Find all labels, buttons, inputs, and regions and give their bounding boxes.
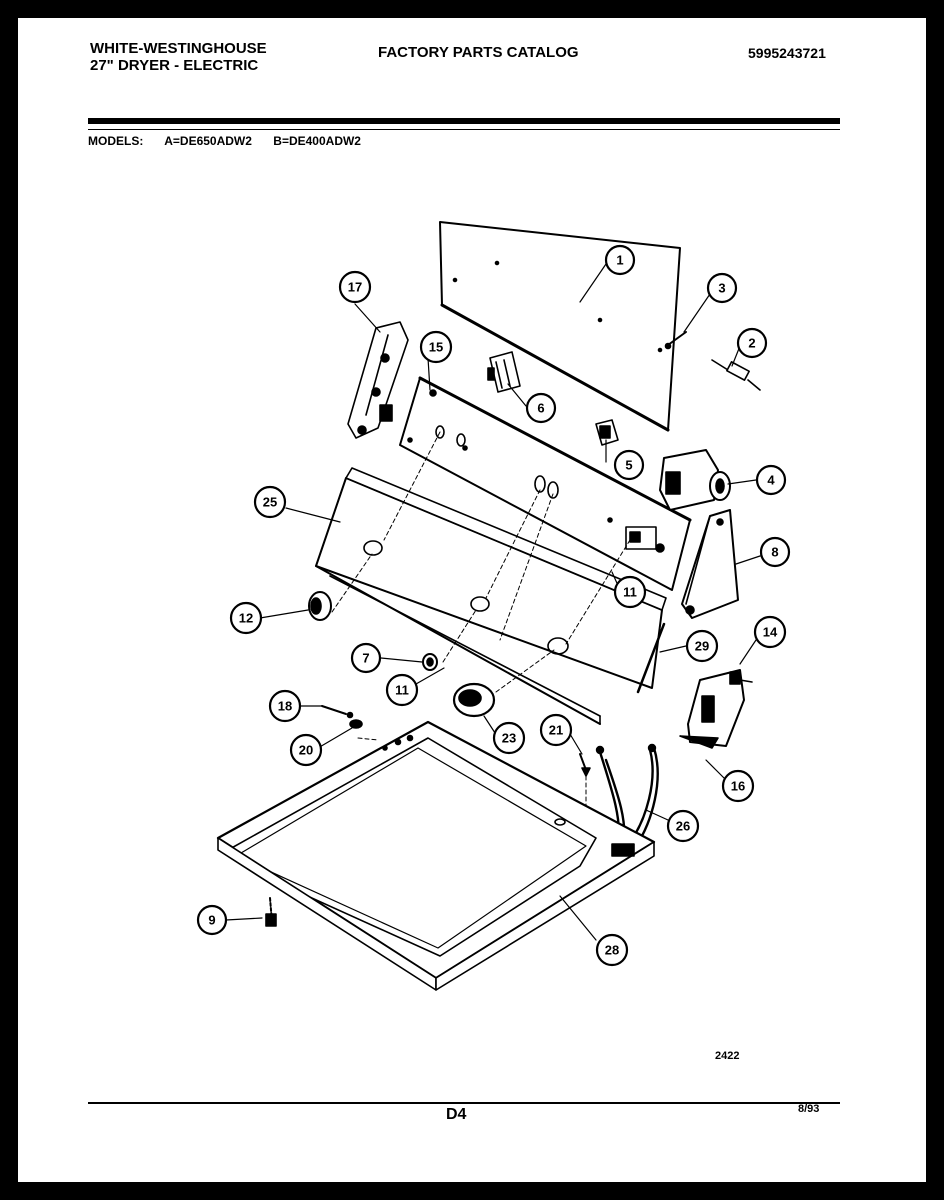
part-top-28 [218, 722, 654, 990]
callout-15-label: 15 [428, 339, 444, 355]
callout-4-label: 4 [767, 472, 775, 488]
figure-number: 2422 [715, 1050, 740, 1062]
part-switch-5 [596, 420, 618, 445]
part-number: 5995243721 [748, 45, 826, 61]
part-button-7 [423, 654, 437, 670]
callout-14-label: 14 [762, 624, 778, 640]
part-screw-18 [322, 706, 353, 718]
callout-28-label: 28 [604, 942, 620, 958]
callout-12-label: 12 [238, 610, 254, 626]
part-screw-9 [266, 898, 276, 926]
callout-17-label: 17 [347, 279, 363, 295]
callout-23-label: 23 [501, 730, 517, 746]
callout-6-label: 6 [537, 400, 545, 416]
callout-2-label: 2 [748, 335, 756, 351]
part-clip-20 [350, 720, 362, 728]
part-timer-4 [660, 450, 730, 510]
models-label: MODELS: [88, 134, 144, 148]
callout-3-label: 3 [718, 280, 726, 296]
part-end-bracket-8 [682, 510, 738, 618]
part-end-bracket-17 [348, 322, 408, 438]
callout-21-label: 21 [548, 722, 564, 738]
part-door-switch-14 [680, 670, 752, 748]
callout-1-label: 1 [616, 252, 624, 268]
callout-26-label: 26 [675, 818, 691, 834]
catalog-title: FACTORY PARTS CATALOG [378, 44, 579, 61]
callout-29-label: 29 [694, 638, 710, 654]
callout-11b-label: 11 [395, 682, 409, 698]
revision-date: 8/93 [798, 1103, 820, 1115]
model-b: B=DE400ADW2 [273, 134, 361, 148]
part-lamp-2 [712, 360, 760, 390]
callout-25-label: 25 [262, 494, 278, 510]
callout-18-label: 18 [277, 698, 293, 714]
part-switch-6 [488, 352, 520, 392]
callout-20-label: 20 [298, 742, 314, 758]
part-screw-21 [580, 754, 590, 776]
callout-7-label: 7 [362, 650, 370, 666]
callout-11a-label: 11 [623, 584, 637, 600]
callout-9-label: 9 [208, 912, 216, 928]
footer-rule [88, 1102, 840, 1104]
part-rear-panel [440, 222, 680, 430]
part-knob-23 [454, 684, 494, 716]
callout-8-label: 8 [771, 544, 779, 560]
callout-16-label: 16 [730, 778, 746, 794]
callout-5-label: 5 [625, 457, 633, 473]
brand-line-1: WHITE-WESTINGHOUSE [90, 40, 267, 57]
part-knob-12 [309, 592, 331, 620]
brand-line-2: 27" DRYER - ELECTRIC [90, 57, 259, 74]
model-a: A=DE650ADW2 [164, 134, 252, 148]
page-code: D4 [446, 1106, 467, 1123]
